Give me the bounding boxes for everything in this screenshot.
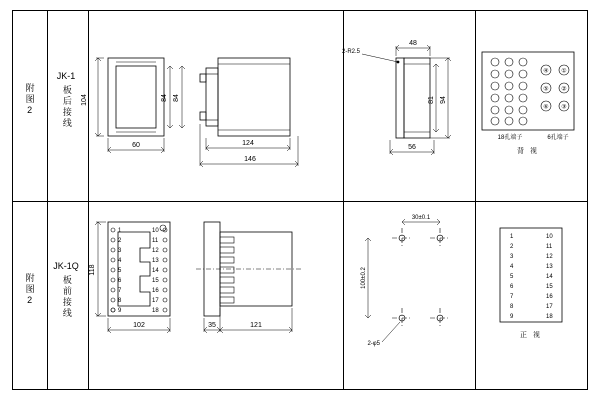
svg-text:35: 35 — [208, 322, 216, 329]
terminal-18-holes — [491, 58, 527, 125]
svg-text:12: 12 — [152, 248, 159, 254]
svg-text:104: 104 — [81, 94, 88, 106]
svg-text:94: 94 — [440, 96, 447, 104]
svg-text:146: 146 — [244, 156, 256, 163]
svg-text:48: 48 — [409, 40, 417, 47]
svg-text:13: 13 — [546, 264, 553, 270]
row1-model: JK-1 — [56, 70, 76, 81]
svg-text:3: 3 — [510, 254, 514, 260]
svg-text:⑤: ⑤ — [543, 86, 549, 93]
svg-text:5: 5 — [510, 274, 514, 280]
svg-text:④: ④ — [543, 68, 549, 75]
svg-text:17: 17 — [152, 298, 159, 304]
svg-text:121: 121 — [250, 322, 262, 329]
svg-text:18: 18 — [152, 308, 159, 314]
svg-text:16: 16 — [152, 288, 159, 294]
svg-text:3: 3 — [118, 248, 122, 254]
svg-text:11: 11 — [152, 238, 159, 244]
svg-text:2: 2 — [510, 244, 514, 250]
svg-text:9: 9 — [118, 308, 122, 314]
row1-ref-label: 附图2 — [24, 83, 35, 117]
svg-text:9: 9 — [510, 314, 514, 320]
svg-text:14: 14 — [152, 268, 159, 274]
svg-text:2: 2 — [118, 238, 122, 244]
svg-text:16: 16 — [546, 294, 553, 300]
svg-text:13: 13 — [152, 258, 159, 264]
row2-panel-left-numbers — [510, 234, 514, 320]
row2-left-terminal-numbers — [111, 228, 122, 314]
svg-text:7: 7 — [118, 288, 122, 294]
row2-model: JK-1Q — [53, 260, 79, 271]
svg-text:2-R2.5: 2-R2.5 — [341, 49, 360, 55]
row1-mount: 板后接线 — [61, 85, 72, 130]
svg-text:②: ② — [561, 86, 567, 93]
svg-text:11: 11 — [546, 244, 553, 250]
row2-side-fins — [220, 237, 234, 303]
svg-text:10: 10 — [546, 234, 553, 240]
svg-text:56: 56 — [408, 144, 416, 151]
svg-text:12: 12 — [546, 254, 553, 260]
svg-text:4: 4 — [510, 264, 514, 270]
caption-back-view: 背 视 — [517, 148, 539, 155]
caption-18-hole: 18孔端子 — [497, 135, 523, 141]
svg-text:1: 1 — [118, 228, 122, 234]
svg-text:③: ③ — [561, 104, 567, 111]
svg-text:124: 124 — [242, 140, 254, 147]
svg-text:8: 8 — [510, 304, 514, 310]
svg-text:⑥: ⑥ — [543, 104, 549, 111]
svg-text:17: 17 — [546, 304, 553, 310]
svg-text:84: 84 — [173, 94, 180, 102]
svg-text:①: ① — [561, 68, 567, 75]
svg-text:7: 7 — [510, 294, 514, 300]
svg-text:8: 8 — [118, 298, 122, 304]
svg-text:18: 18 — [546, 314, 553, 320]
svg-text:6: 6 — [510, 284, 514, 290]
svg-text:4: 4 — [118, 258, 122, 264]
row2-mount: 板前接线 — [61, 275, 72, 320]
row2-drill-plan — [392, 228, 450, 328]
svg-text:118: 118 — [89, 264, 96, 276]
row2-panel-right-numbers — [546, 234, 553, 320]
svg-text:81: 81 — [428, 96, 435, 104]
caption-6-hole: 6孔端子 — [547, 135, 569, 141]
caption-front-view: 正 视 — [520, 332, 542, 339]
svg-text:60: 60 — [132, 142, 140, 149]
svg-text:102: 102 — [133, 322, 145, 329]
svg-text:14: 14 — [546, 274, 553, 280]
svg-text:1: 1 — [510, 234, 514, 240]
svg-text:84: 84 — [161, 94, 168, 102]
svg-text:6: 6 — [118, 278, 122, 284]
terminal-6-holes — [541, 65, 569, 111]
svg-text:2-φ5: 2-φ5 — [367, 341, 380, 347]
svg-text:30±0.1: 30±0.1 — [411, 215, 431, 221]
svg-text:15: 15 — [546, 284, 553, 290]
row2-right-terminal-numbers — [152, 228, 167, 314]
svg-text:15: 15 — [152, 278, 159, 284]
svg-text:100±0.2: 100±0.2 — [361, 267, 367, 289]
svg-text:10: 10 — [152, 228, 159, 234]
svg-text:5: 5 — [118, 268, 122, 274]
row2-ref-label: 附图2 — [24, 273, 35, 307]
